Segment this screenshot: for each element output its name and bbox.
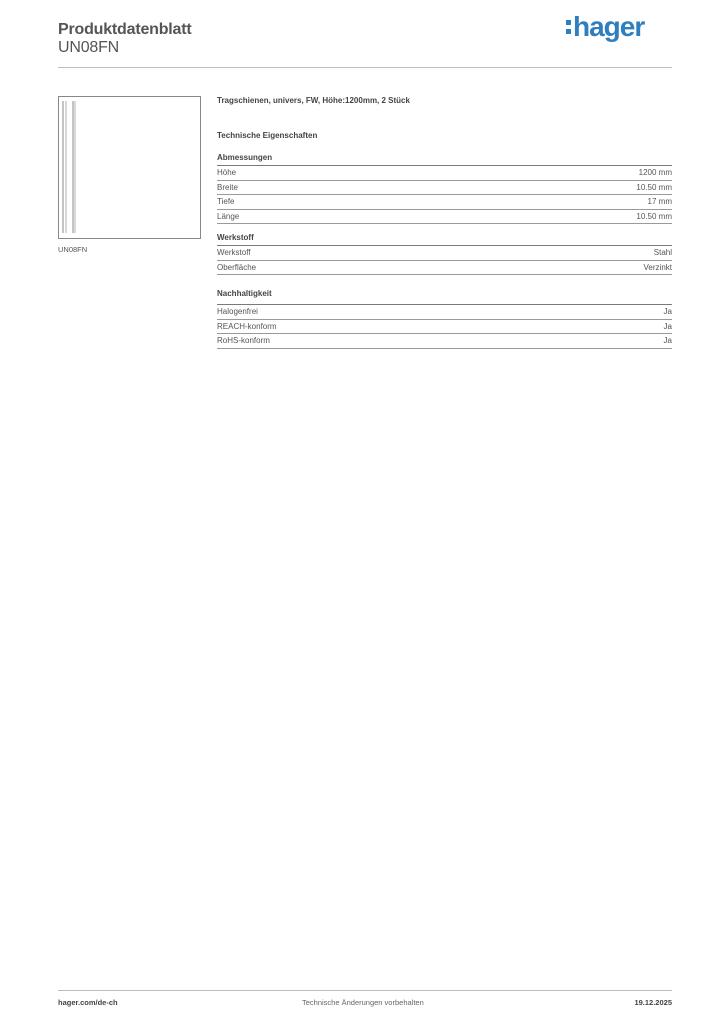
hager-logo — [566, 13, 644, 41]
row-label: Halogenfrei — [217, 307, 258, 317]
row-value: Verzinkt — [643, 262, 672, 272]
row-value: 10.50 mm — [636, 182, 672, 192]
row-label: Tiefe — [217, 197, 235, 207]
footer-website-link[interactable]: hager.com/de-ch — [58, 998, 118, 1007]
row-label: Breite — [217, 182, 238, 192]
page-title: Produktdatenblatt — [58, 21, 192, 38]
table-row — [217, 246, 672, 261]
row-label: Oberfläche — [217, 262, 257, 272]
row-value: 1200 mm — [638, 168, 672, 178]
logo-dots-icon — [566, 20, 571, 34]
product-description: Tragschienen, univers, FW, Höhe:1200mm, 2 Stück — [217, 96, 410, 105]
table-row — [217, 261, 672, 276]
row-value: Ja — [663, 336, 672, 346]
row-value: Ja — [663, 321, 672, 331]
footer-date: 19.12.2025 — [634, 998, 672, 1007]
header-divider — [58, 67, 672, 68]
product-details — [217, 96, 672, 349]
row-label: Länge — [217, 211, 240, 221]
row-value: 10.50 mm — [636, 211, 672, 221]
table-row — [217, 166, 672, 181]
group-title-abmessungen: Abmessungen — [217, 153, 273, 162]
footer-notice: Technische Änderungen vorbehalten — [302, 998, 424, 1007]
footer-divider — [58, 990, 672, 991]
table-row — [217, 195, 672, 210]
rail-drawing-icon — [59, 97, 202, 240]
row-value: 17 mm — [647, 197, 672, 207]
group-title-nachhaltigkeit: Nachhaltigkeit — [217, 289, 272, 298]
row-label: Werkstoff — [217, 248, 251, 258]
logo-text: hager — [573, 11, 645, 42]
table-row — [217, 305, 672, 320]
product-image-caption: UN08FN — [58, 245, 88, 254]
row-label: Höhe — [217, 168, 237, 178]
section-title: Technische Eigenschaften — [217, 131, 318, 140]
product-image — [58, 96, 201, 239]
row-label: REACH-konform — [217, 321, 277, 331]
row-value: Ja — [663, 307, 672, 317]
group-title-werkstoff: Werkstoff — [217, 233, 254, 242]
product-code: UN08FN — [58, 39, 120, 56]
table-row — [217, 334, 672, 349]
row-value: Stahl — [653, 248, 672, 258]
table-row — [217, 320, 672, 335]
table-row — [217, 210, 672, 225]
row-label: RoHS-konform — [217, 336, 270, 346]
table-row — [217, 181, 672, 196]
